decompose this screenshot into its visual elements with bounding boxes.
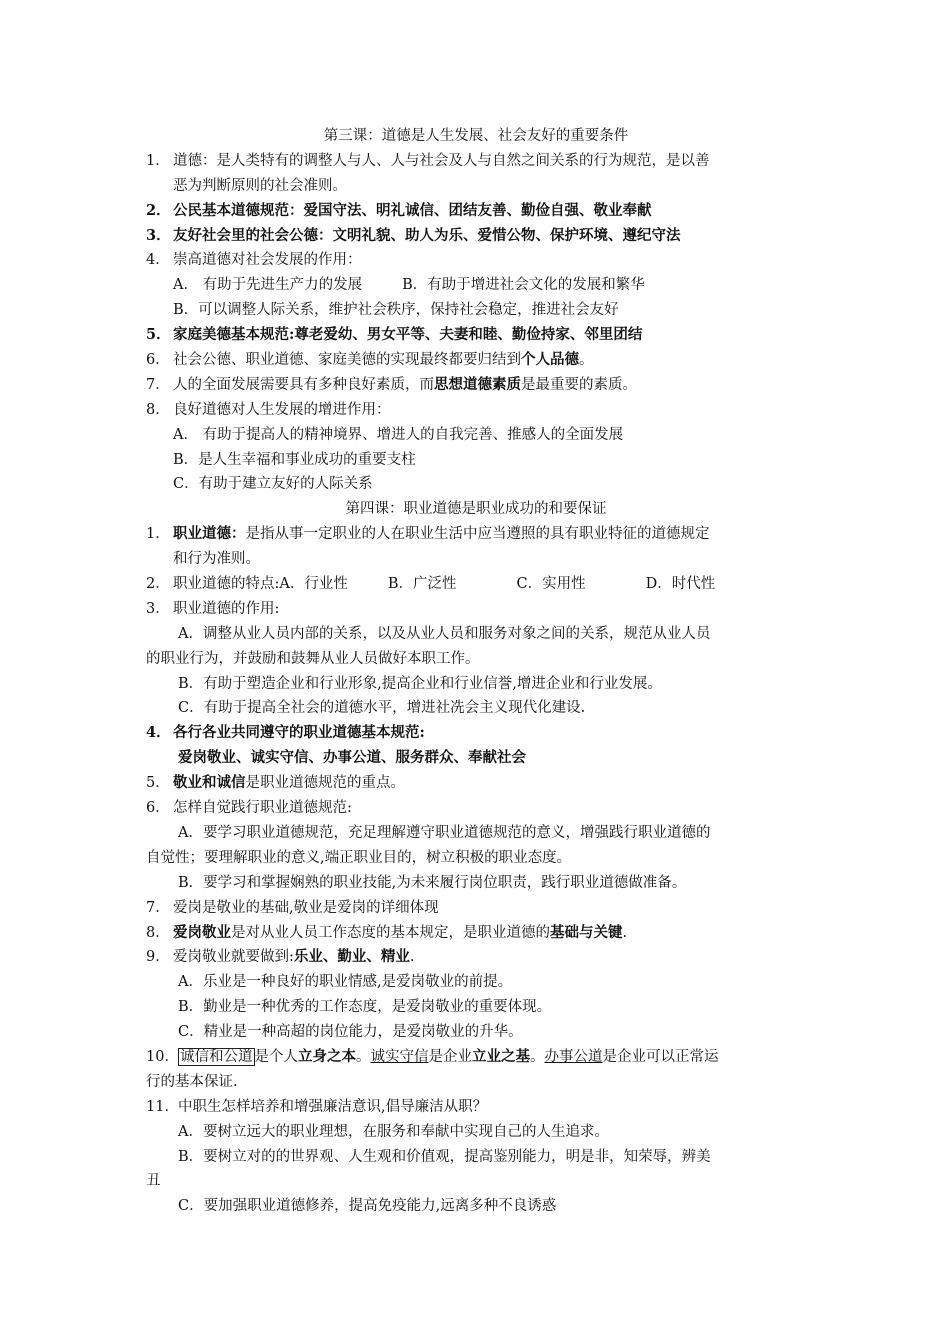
l3-item-2: 2． 公民基本道德规范：爱国守法、明礼诚信、团结友善、勤俭自强、敬业奉献 <box>146 201 652 219</box>
l4-item-3-a: A．调整从业人员内部的关系，以及从业人员和服务对象之间的关系，规范从业人员 <box>178 625 711 642</box>
l4-item-11-c: C．要加强职业道德修养，提高免疫能力,远离多种不良诱惑 <box>178 1198 557 1215</box>
l3-item-8-b: B．是人生幸福和事业成功的重要支柱 <box>173 451 416 468</box>
l4-item-6: 6． 怎样自觉践行职业道德规范: <box>146 800 352 817</box>
l4-item-9-b: B．勤业是一种优秀的工作态度，是爱岗敬业的重要体现。 <box>178 999 552 1016</box>
l4-item-7: 7． 爱岗是敬业的基础,敬业是爱岗的详细体现 <box>146 899 439 916</box>
l4-item-6-a-cont: 自觉性；要理解职业的意义,端正职业目的，树立积极的职业态度。 <box>146 849 572 866</box>
document-page <box>146 124 806 1219</box>
l3-item-6: 6． 社会公德、职业道德、家庭美德的实现最终都要归结到个人品德。 <box>146 351 594 369</box>
l3-item-3: 3． 友好社会里的社会公德：文明礼貌、助人为乐、爱惜公物、保护环境、遵纪守法 <box>146 226 681 244</box>
l4-item-9-a: A．乐业是一种良好的职业情感,是爱岗敬业的前提。 <box>178 974 513 991</box>
l4-item-9: 9． 爱岗敬业就要做到:乐业、勤业、精业. <box>146 948 415 966</box>
l4-item-3-b: B．有助于塑造企业和行业形象,提高企业和行业信誉,增进企业和行业发展。 <box>178 675 662 692</box>
l4-item-11-a: A．要树立远大的职业理想，在服务和奉献中实现自己的人生追求。 <box>178 1123 609 1140</box>
l4-item-5: 5． 敬业和诚信是职业道德规范的重点。 <box>146 774 405 792</box>
l4-item-2: 2． 职业道德的特点:A．行业性 B．广泛性 C．实用性 D．时代性 <box>146 576 716 593</box>
l4-item-10-cont: 行的基本保证. <box>146 1073 238 1090</box>
l3-item-8-a: A． 有助于提高人的精神境界、增进人的自我完善、推感人的全面发展 <box>173 426 624 443</box>
l3-item-1-cont: 恶为判断原则的社会准则。 <box>173 177 347 194</box>
l3-item-8: 8． 良好道德对人生发展的增进作用： <box>146 401 391 418</box>
l4-item-3-a-cont: 的职业行为，并鼓励和鼓舞从业人员做好本职工作。 <box>146 650 480 667</box>
l4-item-11-b-cont: 丑 <box>146 1173 161 1190</box>
l4-item-6-b: B．要学习和掌握娴熟的职业技能,为未来履行岗位职责，践行职业道德做准备。 <box>178 874 687 891</box>
l4-item-3: 3． 职业道德的作用: <box>146 600 280 617</box>
l4-item-4: 4． 各行各业共同遵守的职业道德基本规范: <box>146 724 425 742</box>
l4-item-9-c: C．精业是一种高超的岗位能力，是爱岗敬业的升华。 <box>178 1024 523 1041</box>
l3-item-4-a: A． 有助于先进生产力的发展 B．有助于增进社会文化的发展和繁华 <box>173 277 645 294</box>
l3-item-4: 4． 崇高道德对社会发展的作用： <box>146 252 362 269</box>
l3-item-1: 1． 道德：是人类特有的调整人与人、人与社会及人与自然之间关系的行为规范，是以善 <box>146 152 710 169</box>
lesson4-title: 第四课：职业道德是职业成功的和要保证 <box>345 501 607 518</box>
l4-item-1-cont: 和行为准则。 <box>173 551 260 568</box>
l4-item-8: 8． 爱岗敬业是对从业人员工作态度的基本规定，是职业道德的基础与关键. <box>146 923 628 941</box>
l4-item-10: 10．诚信和公道 是个人立身之本。诚实守信是企业立业之基。办事公道是企业可以正常运 <box>146 1047 719 1065</box>
lesson3-title: 第三课：道德是人生发展、社会友好的重要条件 <box>323 128 629 144</box>
l4-item-1: 1． 职业道德：是指从事一定职业的人在职业生活中应当遵照的具有职业特征的道德规定 <box>146 525 710 543</box>
l4-item-11: 11．中职生怎样培养和增强廉洁意识,倡导廉洁从职？ <box>146 1098 488 1115</box>
boxed-term: 诚信和公道 <box>180 1048 253 1065</box>
underlined-term: 办事公道 <box>544 1048 603 1065</box>
l3-item-7: 7． 人的全面发展需要具有多种良好素质，而思想道德素质是最重要的素质。 <box>146 375 637 393</box>
underlined-term: 诚实守信 <box>370 1048 429 1065</box>
l3-item-5: 5． 家庭美德基本规范:尊老爱幼、男女平等、夫妻和睦、勤俭持家、邻里团结 <box>146 326 643 344</box>
l4-item-4-list: 爱岗敬业、诚实守信、办事公道、服务群众、奉献社会 <box>178 749 526 767</box>
l3-item-8-c: C．有助于建立友好的人际关系 <box>173 476 373 493</box>
l4-item-11-b: B．要树立对的的世界观、人生观和价值观，提高鉴别能力，明是非，知荣辱，辨美 <box>178 1148 711 1165</box>
l3-item-4-c: B．可以调整人际关系，维护社会秩序，保持社会稳定，推进社会友好 <box>173 302 619 319</box>
l4-item-6-a: A．要学习职业道德规范，充足理解遵守职业道德规范的意义，增强践行职业道德的 <box>178 824 711 841</box>
l4-item-3-c: C．有助于提高全社会的道德水平，增进社冼会主义现代化建设. <box>178 700 586 717</box>
